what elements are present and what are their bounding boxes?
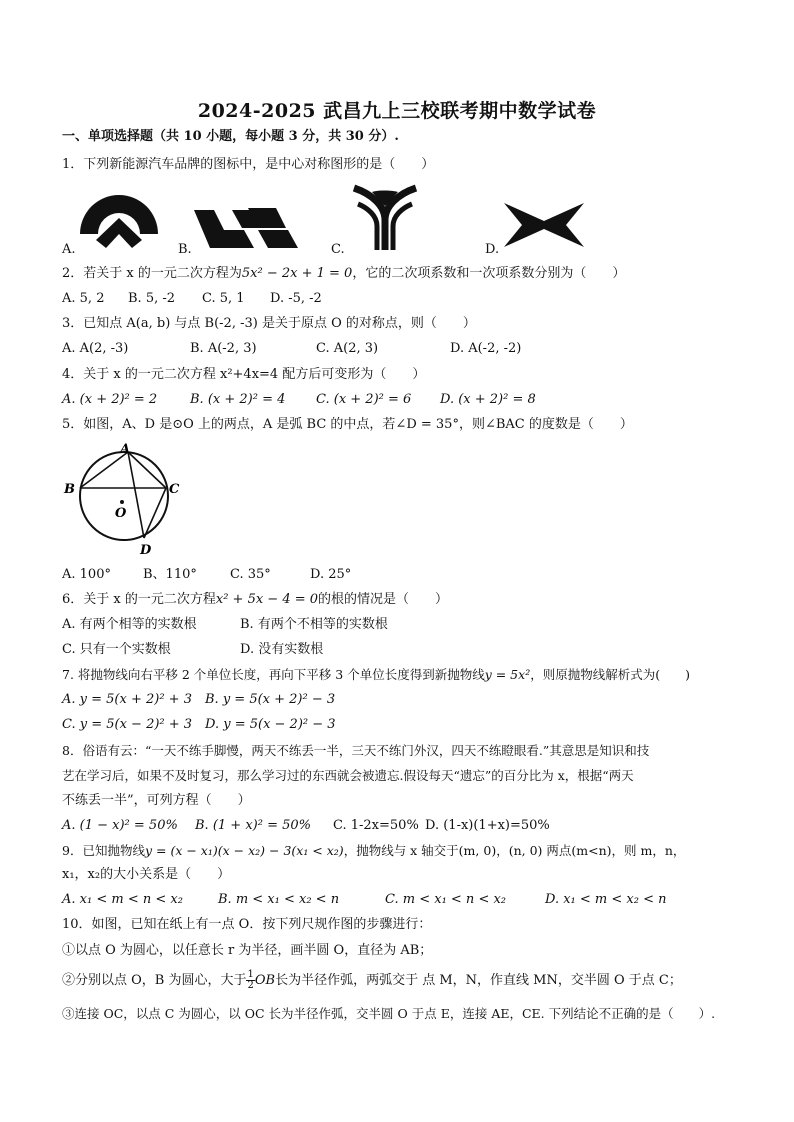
q1-label-c: C.: [331, 242, 345, 257]
q6-option-b: B. 有两个不相等的实数根: [240, 617, 388, 632]
q1-label-a: A.: [62, 242, 76, 257]
q8-line-2: 艺在学习后，如果不及时复习，那么学习过的东西就会被遗忘.假设每天“遗忘”的百分比为 x，根据“两天: [62, 768, 634, 783]
q10-stem: 10．如图，已知在纸上有一点 O．按下列尺规作图的步骤进行：: [62, 917, 432, 932]
q10-step-2: [62, 970, 682, 991]
section-heading: 一、单项选择题（共 10 小题，每小题 3 分，共 30 分）.: [62, 129, 399, 144]
q8-option-a: A. (1 − x)² = 50%: [62, 818, 178, 833]
page-title: 2024-2025 武昌九上三校联考期中数学试卷: [197, 100, 597, 122]
q7-option-b: B. y = 5(x + 2)² − 3: [205, 692, 336, 707]
q9-stem-pre: 9．已知抛物线: [62, 843, 145, 858]
circle-o: [80, 452, 168, 540]
q10-segment-ob: OB: [254, 973, 276, 988]
q7-option-a: A. y = 5(x + 2)² + 3: [62, 692, 192, 707]
label-c: C: [169, 482, 180, 497]
q5-option-d: D. 25°: [310, 567, 352, 582]
q8-line-3: 不练丢一半”，可列方程（ ）: [62, 793, 251, 808]
q8-option-b: B. (1 + x)² = 50%: [195, 818, 311, 833]
q2-option-d: D. -5, -2: [270, 291, 322, 306]
logo-b-icon: [192, 208, 300, 248]
q1-label-d: D.: [485, 242, 500, 257]
fraction-one-half: $\frac{1}{2}$: [247, 969, 254, 991]
q7-equation: y = 5x²: [484, 667, 531, 682]
q9-line-1: [62, 842, 685, 860]
center-point: [120, 500, 124, 504]
q7-stem-pre: 7. 将抛物线向右平移 2 个单位长度，再向下平移 3 个单位长度得到新抛物线: [62, 667, 485, 682]
q1-label-b: B.: [178, 242, 192, 257]
q4-stem: 4．关于 x 的一元二次方程 x²+4x=4 配方后可变形为（ ）: [62, 367, 426, 382]
q2-equation: 5x² − 2x + 1 = 0: [241, 266, 353, 281]
chord-cd: [144, 488, 166, 538]
label-b: B: [64, 482, 75, 497]
q4-option-c: C. (x + 2)² = 6: [316, 392, 412, 407]
label-d: D: [140, 543, 152, 558]
q7-stem: [62, 666, 690, 684]
q10-step-1: ①以点 O 为圆心，以任意长 r 为半径，画半圆 O，直径为 AB；: [62, 943, 433, 958]
q5-circle-figure: [62, 440, 192, 560]
q2-option-a: A. 5, 2: [62, 291, 105, 306]
q3-option-a: A. A(2, -3): [62, 341, 129, 356]
q9-stem-post: ，抛物线与 x 轴交于(m, 0)，(n, 0) 两点(m<n)，则 m，n，: [343, 843, 686, 858]
q6-stem-post: 的根的情况是（ ）: [318, 592, 449, 607]
logo-c-icon: [352, 186, 418, 250]
q6-stem: [62, 591, 448, 609]
q5-option-b: B、110°: [143, 567, 197, 582]
q9-line-2: x₁，x₂的大小关系是（ ）: [62, 867, 231, 882]
q9-option-c: C. m < x₁ < n < x₂: [385, 892, 507, 907]
q6-equation: x² + 5x − 4 = 0: [215, 592, 319, 607]
q3-option-c: C. A(2, 3): [316, 341, 379, 356]
label-a: A: [120, 442, 131, 457]
q2-stem-pre: 2．若关于 x 的一元二次方程为: [62, 266, 242, 281]
q2-stem: [62, 265, 625, 283]
q7-option-d: D. y = 5(x − 2)² − 3: [205, 717, 336, 732]
q6-option-c: C. 只有一个实数根: [62, 642, 171, 657]
q7-stem-post: ，则原抛物线解析式为( ): [530, 667, 690, 682]
q2-option-b: B. 5, -2: [128, 291, 176, 306]
q6-stem-pre: 6．关于 x 的一元二次方程: [62, 592, 216, 607]
q3-option-b: B. A(-2, 3): [190, 341, 257, 356]
q6-option-a: A. 有两个相等的实数根: [62, 617, 197, 632]
q9-option-a: A. x₁ < m < n < x₂: [62, 892, 183, 907]
q3-option-d: D. A(-2, -2): [450, 341, 522, 356]
q9-option-d: D. x₁ < m < x₂ < n: [545, 892, 667, 907]
q5-option-c: C. 35°: [230, 567, 271, 582]
q8-option-d: D. (1-x)(1+x)=50%: [425, 818, 550, 833]
q5-option-a: A. 100°: [62, 567, 111, 582]
logo-a-icon: [78, 192, 160, 248]
q3-stem: 3．已知点 A(a, b) 与点 B(-2, -3) 是关于原点 O 的对称点，则（ ）: [62, 316, 476, 331]
q1-stem: 1．下列新能源汽车品牌的图标中，是中心对称图形的是（ ）: [62, 157, 435, 172]
logo-d-icon: [504, 203, 584, 247]
q6-option-d: D. 没有实数根: [240, 642, 324, 657]
q9-equation: y = (x − x₁)(x − x₂) − 3(x₁ < x₂): [144, 843, 344, 858]
q5-stem: 5．如图，A、D 是⊙O 上的两点，A 是弧 BC 的中点，若∠D = 35°，则∠BAC 的度数是（ ）: [62, 417, 633, 432]
q7-option-c: C. y = 5(x − 2)² + 3: [62, 717, 193, 732]
q2-option-c: C. 5, 1: [202, 291, 245, 306]
q10-step-2-post: 长为半径作弧，两弧交于 点 M，N，作直线 MN，交半圆 O 于点 C；: [275, 973, 682, 988]
q8-option-c: C. 1-2x=50%: [333, 818, 419, 833]
q9-option-b: B. m < x₁ < x₂ < n: [218, 892, 340, 907]
q4-option-d: D. (x + 2)² = 8: [440, 392, 536, 407]
q10-step-3: ③连接 OC，以点 C 为圆心，以 OC 长为半径作弧，交半圆 O 于点 E，连接 AE，CE. 下列结论不正确的是（ ）.: [62, 1006, 716, 1021]
q4-option-a: A. (x + 2)² = 2: [62, 392, 158, 407]
q4-option-b: B. (x + 2)² = 4: [190, 392, 286, 407]
q2-stem-post: ，它的二次项系数和一次项系数分别为（ ）: [352, 266, 626, 281]
label-o: O: [115, 506, 127, 521]
q8-line-1: 8．俗语有云：“一天不练手脚慢，两天不练丢一半，三天不练门外汉，四天不练瞪眼看.”其意思是知识和技: [62, 743, 650, 758]
q10-step-2-pre: ②分别以点 O，B 为圆心，大于: [62, 973, 247, 988]
